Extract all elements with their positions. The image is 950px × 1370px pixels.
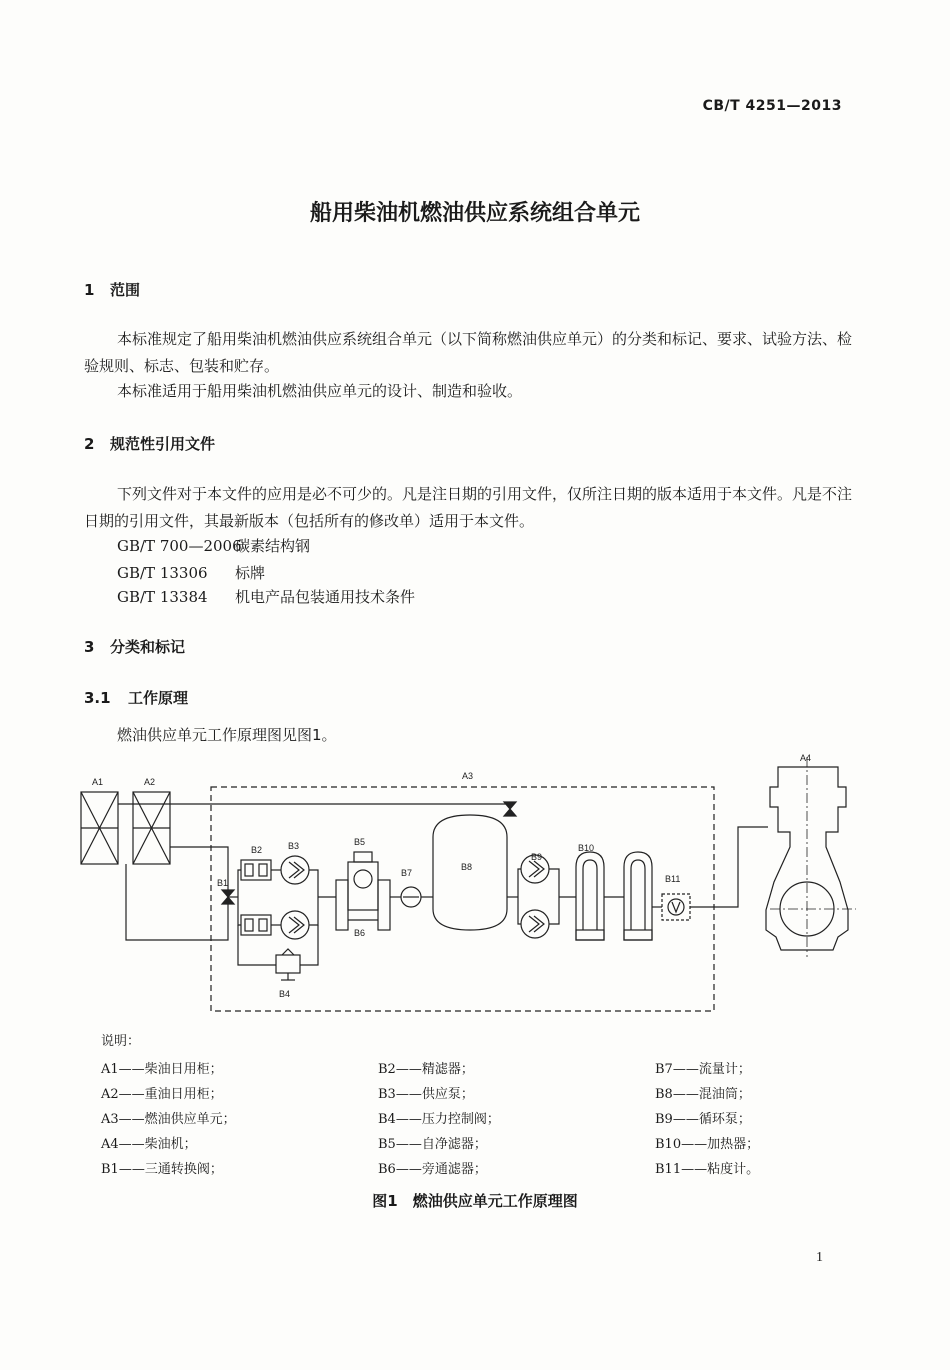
a3-unit-boundary (211, 787, 714, 1011)
reference-name: 机电产品包装通用技术条件 (235, 588, 416, 606)
section-1-heading (84, 279, 140, 300)
label-b1: B1 (217, 878, 229, 888)
return-pipe (118, 804, 510, 812)
section-title: 分类和标记 (110, 638, 186, 656)
legend-item: B9——循环泵； (655, 1112, 751, 1127)
fuel-supply-schematic (78, 752, 858, 1017)
label-a4: A4 (800, 753, 812, 763)
label-b7: B7 (401, 868, 413, 878)
label-b11: B11 (665, 874, 681, 884)
reference-item (117, 586, 415, 607)
section-number: 3 (84, 638, 95, 656)
b7-flow-meter (401, 887, 421, 907)
subsection-paragraph: 燃油供应单元工作原理图见图1。 (117, 726, 337, 744)
reference-code: GB/T 700—2006 (117, 537, 242, 555)
reference-code: GB/T 13384 (117, 588, 208, 606)
section-2-heading (84, 433, 215, 454)
b9-circulation-pump (521, 855, 549, 938)
label-b10: B10 (578, 843, 595, 853)
legend-title: 说明： (101, 1034, 141, 1049)
label-b9: B9 (531, 852, 543, 862)
label-a3: A3 (462, 771, 474, 781)
section-3-heading (84, 636, 185, 657)
label-b2: B2 (251, 845, 263, 855)
subsection-3-1-heading (84, 687, 188, 708)
a4-diesel-engine (766, 757, 856, 957)
label-a1: A1 (92, 777, 104, 787)
b3-supply-pump (281, 856, 309, 939)
reference-name: 碳素结构钢 (235, 537, 311, 555)
legend-item: A4——柴油机； (101, 1137, 197, 1152)
legend-item: B1——三通转换阀； (101, 1162, 223, 1177)
document-title: 船用柴油机燃油供应系统组合单元 (309, 201, 640, 226)
standard-code: CB/T 4251—2013 (702, 98, 842, 114)
b11-viscometer (662, 894, 690, 920)
b2-fine-filter (241, 860, 271, 935)
legend-item: B4——压力控制阀； (378, 1112, 500, 1127)
return-line-valve (504, 802, 516, 816)
legend-item: B7——流量计； (655, 1062, 751, 1077)
section-2-paragraph-1: 下列文件对于本文件的应用是必不可少的。凡是注日期的引用文件，仅所注日期的版本适用于本文件。凡是不注日期的引用文件，其最新版本（包括所有的修改单）适用于本文件。 (84, 485, 853, 530)
section-title: 规范性引用文件 (110, 435, 216, 453)
section-number: 2 (84, 435, 95, 453)
legend-item: A2——重油日用柜； (101, 1087, 223, 1102)
reference-code: GB/T 13306 (117, 564, 208, 582)
section-1-paragraph-1: 本标准规定了船用柴油机燃油供应系统组合单元（以下简称燃油供应单元）的分类和标记、要求、试验方法、检验规则、标志、包装和贮存。 (84, 330, 853, 375)
legend-item: B3——供应泵； (378, 1087, 474, 1102)
b10-heater (576, 852, 652, 940)
legend-item: B10——加热器； (655, 1137, 760, 1152)
subsection-title: 工作原理 (128, 689, 189, 707)
reference-item (117, 535, 310, 556)
label-b4: B4 (279, 989, 291, 999)
reference-name: 标牌 (235, 564, 266, 582)
b5-self-cleaning-filter (348, 852, 378, 910)
legend-item: A3——燃油供应单元； (101, 1112, 236, 1127)
a1-diesel-tank (81, 792, 118, 864)
section-number: 1 (84, 281, 95, 299)
b1-three-way-valve (222, 890, 238, 904)
b8-mixing-tank (433, 815, 507, 930)
label-a2: A2 (144, 777, 156, 787)
legend-item: B8——混油筒； (655, 1087, 751, 1102)
section-1-paragraph-2: 本标准适用于船用柴油机燃油供应单元的设计、制造和验收。 (117, 382, 523, 400)
legend-item: B2——精滤器； (378, 1062, 474, 1077)
label-b6: B6 (354, 928, 366, 938)
label-b5: B5 (354, 837, 366, 847)
figure-caption: 图1 燃油供应单元工作原理图 (372, 1192, 578, 1210)
page-number: 1 (816, 1250, 823, 1265)
legend-item: B11——粘度计。 (655, 1162, 760, 1177)
subsection-number: 3.1 (84, 689, 111, 707)
a2-heavy-oil-tank (133, 792, 170, 864)
label-b3: B3 (288, 841, 300, 851)
label-b8: B8 (461, 862, 473, 872)
section-title: 范围 (110, 281, 141, 299)
legend-item: B6——旁通滤器； (378, 1162, 487, 1177)
reference-item (117, 562, 265, 583)
diesel-feed-pipe (126, 864, 228, 940)
legend-item: A1——柴油日用柜； (101, 1062, 223, 1077)
b4-pressure-control-valve (276, 949, 300, 980)
legend-item: B5——自净滤器； (378, 1137, 487, 1152)
